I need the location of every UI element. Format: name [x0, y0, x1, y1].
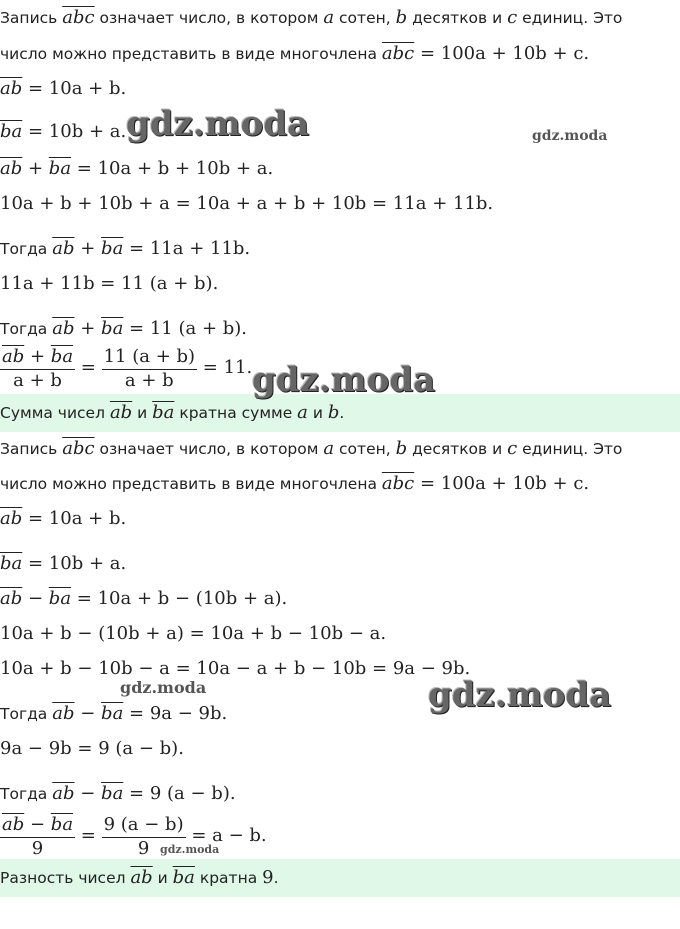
p2-line-ba: $\overline{ba} = 10b + a$.: [0, 553, 127, 574]
p2-fraction-left: $\frac{\overline{ab} - \overline{ba}}{9}$: [2, 814, 74, 859]
p2-line-open: 10a + b − (10b + a) = 10a + b − 10b − a.: [0, 623, 387, 644]
p1-conclusion: Сумма чисел $\overline{ab}$ и $\overline{ba}$ кратна сумме a и b.: [0, 402, 345, 423]
watermark-logo: gdz.moda: [428, 675, 612, 715]
p1-line-togda2: Тогда $\overline{ab} + \overline{ba} = 11$ (a + b).: [0, 318, 248, 339]
p1-intro: Запись $\overline{abc}$ означает число, в котором a сотен, b десятков и c единиц. Это: [0, 7, 623, 28]
watermark-logo: gdz.moda: [160, 843, 220, 856]
p2-line-ab: $\overline{ab} = 10a + b$.: [0, 508, 127, 529]
watermark-logo: gdz.moda: [126, 104, 310, 144]
watermark-logo: gdz.moda: [252, 360, 436, 400]
p1-intro2: число можно представить в виде многочлена $\overline{abc} = 100a + 10b + c$.: [0, 43, 590, 64]
p1-line-ab: $\overline{ab} = 10a + b$.: [0, 78, 127, 99]
p1-fraction-left: $\frac{\overline{ab} + \overline{ba}}{a + b}$: [2, 346, 74, 391]
p1-line-expand: 10a + b + 10b + a = 10a + a + b + 10b = 11a + 11b.: [0, 193, 494, 214]
p2-intro: Запись $\overline{abc}$ означает число, в котором a сотен, b десятков и c единиц. Это: [0, 438, 623, 459]
p1-line-sum: $\overline{ab} + \overline{ba} = 10a + b + 10b + a$.: [0, 158, 274, 179]
p1-line-factor: 11a + 11b = 11 (a + b).: [0, 273, 219, 294]
p1-line-ba: $\overline{ba} = 10b + a$.: [0, 121, 127, 142]
p1-fraction-right: $\frac{11 (a + b)}{a + b}$: [103, 346, 196, 391]
p2-intro2: число можно представить в виде многочлена $\overline{abc} = 100a + 10b + c$.: [0, 473, 590, 494]
p2-fraction-line: $\frac{\overline{ab} - \overline{ba}}{9}$ = $\frac{9 (a - b)}{9}$ = a − b.: [2, 814, 267, 859]
p2-line-factor: 9a − 9b = 9 (a − b).: [0, 738, 184, 759]
p2-line-group: 10a + b − 10b − a = 10a − a + b − 10b = 9a − 9b.: [0, 658, 471, 679]
p2-fraction-right: $\frac{9 (a - b)}{9}$: [103, 814, 184, 859]
watermark-logo: gdz.moda: [120, 678, 207, 697]
p2-line-diff: $\overline{ab} - \overline{ba} = 10a + b - (10b + a)$.: [0, 588, 288, 609]
p2-conclusion: Разность чисел $\overline{ab}$ и $\overline{ba}$ кратна 9.: [0, 867, 279, 888]
p2-line-togda2: Тогда $\overline{ab} - \overline{ba} = 9$ (a − b).: [0, 783, 236, 804]
p2-line-togda1: Тогда $\overline{ab} - \overline{ba} = 9a - 9b$.: [0, 703, 228, 724]
watermark-logo: gdz.moda: [532, 128, 608, 144]
p1-line-togda1: Тогда $\overline{ab} + \overline{ba} = 11a + 11b$.: [0, 238, 251, 259]
p1-fraction-line: $\frac{\overline{ab} + \overline{ba}}{a + b}$ = $\frac{11 (a + b)}{a + b}$ = 11.: [2, 346, 253, 391]
